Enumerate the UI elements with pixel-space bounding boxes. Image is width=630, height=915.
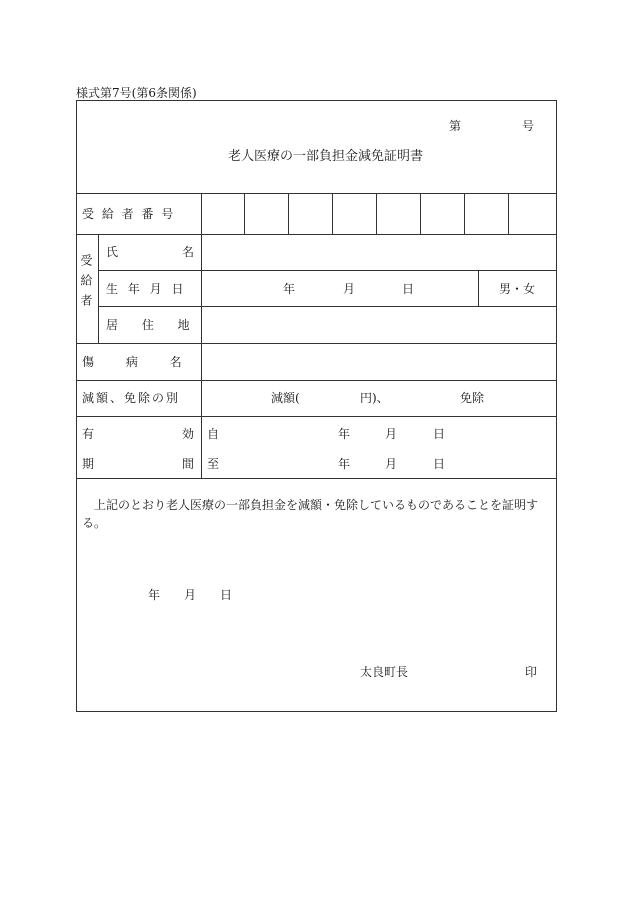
validity-label-3: 期: [82, 457, 95, 471]
label-column-divider: [201, 193, 202, 478]
name-label-first: 氏: [106, 245, 119, 259]
divider-residence: [76, 343, 556, 344]
birth-month-unit: 月: [343, 282, 356, 296]
valid-from-label: 自: [207, 427, 220, 441]
exemption-label: 免除: [460, 391, 485, 405]
issuer-title: 太良町長: [360, 665, 409, 679]
number-box-divider: [244, 193, 245, 234]
recipient-group-label: 受給者: [79, 254, 93, 314]
valid-from-year: 年: [338, 427, 351, 441]
name-label-second: 名: [182, 245, 195, 259]
valid-to-month: 月: [385, 457, 398, 471]
residence-label: 居 住 地: [106, 318, 200, 332]
certificate-form: [76, 100, 557, 712]
birth-date-label: 生 年 月 日: [106, 282, 187, 296]
recipient-group-divider: [98, 234, 99, 343]
divider-validity: [76, 478, 556, 479]
reduction-yen-label: 円)、: [360, 391, 389, 405]
form-title: 老人医療の一部負担金減免証明書: [228, 149, 424, 164]
reduction-type-label: 減額、免除の別: [82, 391, 181, 405]
number-box-divider: [288, 193, 289, 234]
sex-selection: 男・女: [499, 282, 536, 296]
validity-label-4: 間: [182, 457, 195, 471]
number-box-divider: [464, 193, 465, 234]
valid-to-label: 至: [207, 457, 220, 471]
birth-day-unit: 日: [402, 282, 415, 296]
divider-reduction: [76, 416, 556, 417]
issue-day-unit: 日: [220, 588, 233, 602]
valid-from-month: 月: [385, 427, 398, 441]
form-number-prefix: 第: [449, 119, 462, 133]
divider-birth: [98, 306, 556, 307]
number-box-divider: [376, 193, 377, 234]
form-number-suffix: 号: [522, 119, 535, 133]
number-box-divider: [420, 193, 421, 234]
validity-label-1: 有: [82, 427, 95, 441]
disease-name-label: 傷 病 名: [82, 355, 196, 369]
issue-year-unit: 年: [148, 588, 161, 602]
number-box-divider: [332, 193, 333, 234]
valid-to-year: 年: [338, 457, 351, 471]
divider-header: [76, 193, 556, 194]
recipient-number-label: 受 給 者 番 号: [82, 207, 176, 221]
sex-cell-divider: [478, 270, 479, 306]
birth-year-unit: 年: [283, 282, 296, 296]
issue-month-unit: 月: [184, 588, 197, 602]
reduction-amount-label: 減額(: [271, 391, 300, 405]
number-box-divider: [508, 193, 509, 234]
divider-recipient-number: [76, 234, 556, 235]
validity-label-2: 効: [182, 427, 195, 441]
valid-to-day: 日: [433, 457, 446, 471]
form-caption: 様式第7号(第6条関係): [76, 86, 197, 100]
certification-statement: 上記のとおり老人医療の一部負担金を減額・免除しているものであることを証明する。: [82, 498, 539, 530]
divider-disease: [76, 380, 556, 381]
valid-from-day: 日: [433, 427, 446, 441]
divider-name: [98, 270, 556, 271]
seal-mark: 印: [525, 665, 538, 679]
